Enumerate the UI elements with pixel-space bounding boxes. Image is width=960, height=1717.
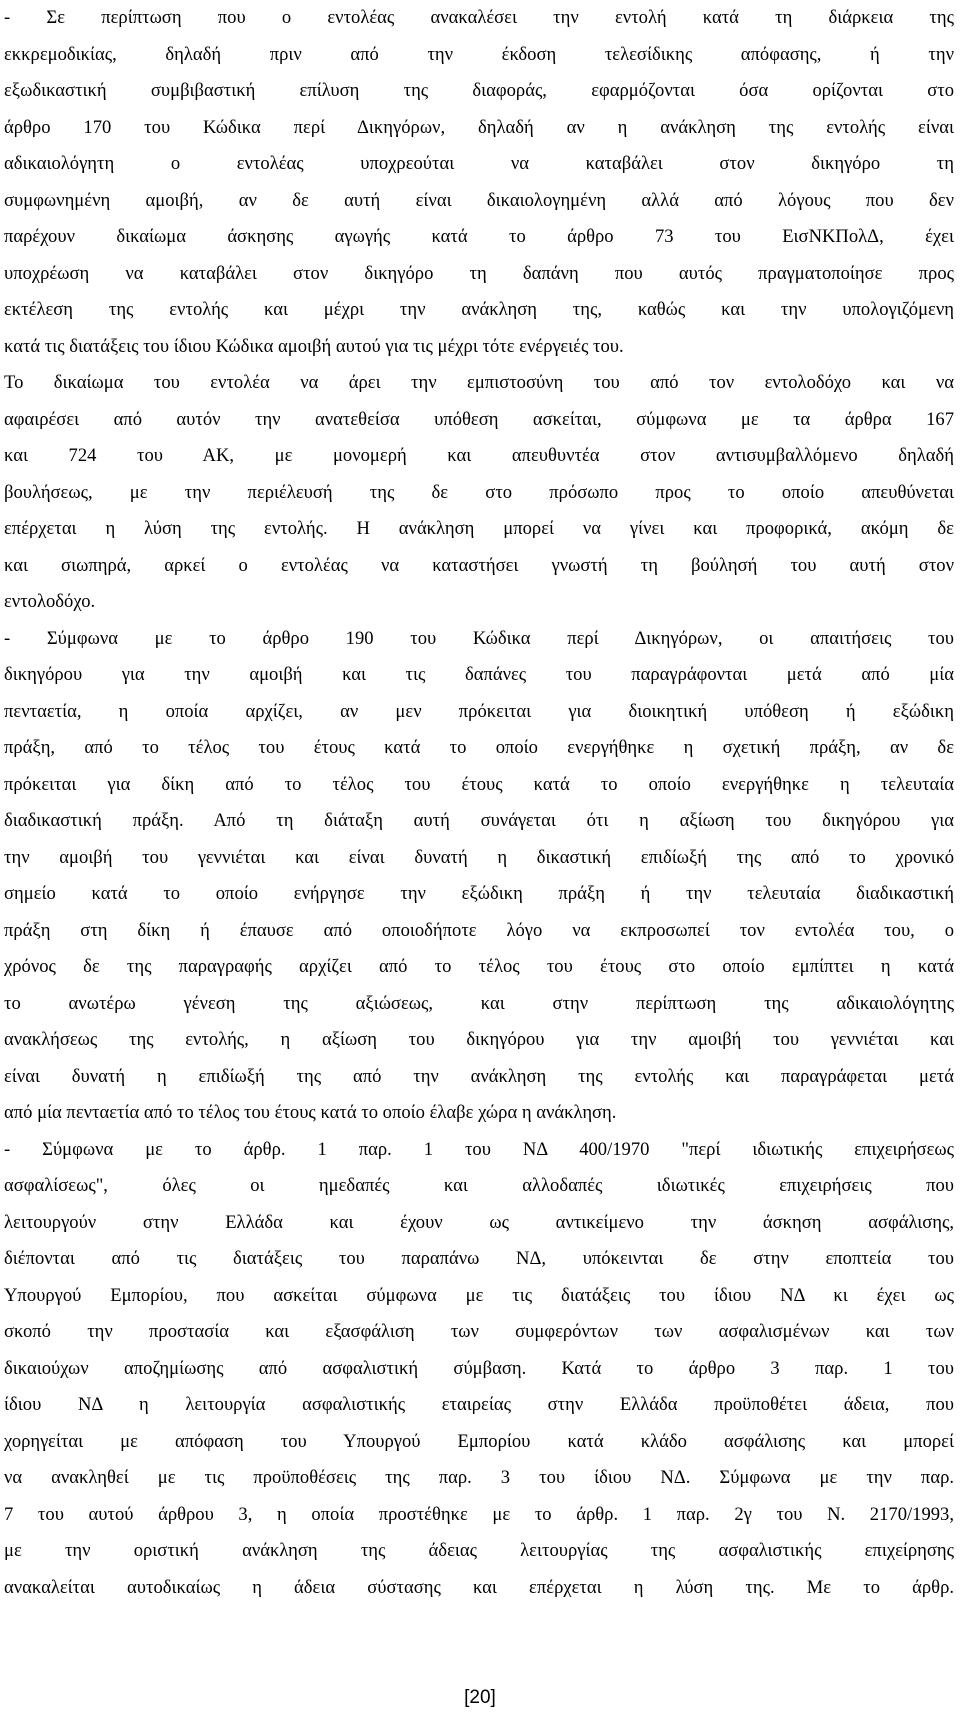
text-line: ασφαλίσεως", όλες οι ημεδαπές και αλλοδαπές ιδιωτικές επιχειρήσεις που <box>4 1175 954 1196</box>
text-line: ανακλήσεως της εντολής, η αξίωση του δικηγόρου για την αμοιβή του γεννιέται και <box>4 1029 954 1050</box>
text-line: ανακαλείται αυτοδικαίως η άδεια σύστασης και επέρχεται η λύση της. Με το άρθρ. <box>4 1576 954 1598</box>
text-line: από μία πενταετία από το τέλος του έτους κατά το οποίο έλαβε χώρα η ανάκληση. <box>4 1102 617 1123</box>
text-line: πρόκειται για δίκη από το τέλος του έτους κατά το οποίο ενεργήθηκε η τελευταία <box>4 773 954 795</box>
text-line: αφαιρέσει από αυτόν την ανατεθείσα υπόθεση ασκείται, σύμφωνα με τα άρθρα 167 <box>4 408 954 430</box>
text-line: την αμοιβή του γεννιέται και είναι δυνατή η δικαστική επιδίωξή της από το χρονικό <box>4 846 954 868</box>
text-line: συμφωνημένη αμοιβή, αν δε αυτή είναι δικαιολογημένη αλλά από λόγους που δεν <box>4 189 954 211</box>
text-line: Το δικαίωμα του εντολέα να άρει την εμπιστοσύνη του από τον εντολοδόχο και να <box>4 372 954 393</box>
text-line: επέρχεται η λύση της εντολής. Η ανάκληση μπορεί να γίνει και προφορικά, ακόμη δε <box>4 518 954 539</box>
text-line: σκοπό την προστασία και εξασφάλιση των συμφερόντων των ασφαλισμένων και των <box>4 1321 954 1342</box>
text-line: πράξη στη δίκη ή έπαυσε από οποιοδήποτε λόγο να εκπροσωπεί τον εντολέα του, ο <box>4 919 954 941</box>
text-line: Υπουργού Εμπορίου, που ασκείται σύμφωνα με τις διατάξεις του ίδιου ΝΔ κι έχει ως <box>4 1284 954 1306</box>
text-line: χρόνος δε της παραγραφής αρχίζει από το τέλος του έτους στο οποίο εμπίπτει η κατά <box>4 956 954 977</box>
text-line: - Σύμφωνα με το άρθρο 190 του Κώδικα περί Δικηγόρων, οι απαιτήσεις του <box>4 627 954 649</box>
text-line: εξωδικαστική συμβιβαστική επίλυση της διαφοράς, εφαρμόζονται όσα ορίζονται στο <box>4 80 954 101</box>
text-line: λειτουργούν στην Ελλάδα και έχουν ως αντικείμενο την άσκηση ασφάλισης, <box>4 1211 954 1233</box>
text-line: το ανωτέρω γένεση της αξιώσεως, και στην περίπτωση της αδικαιολόγητης <box>4 992 954 1014</box>
text-line: εντολοδόχο. <box>4 591 96 612</box>
text-line: σημείο κατά το οποίο ενήργησε την εξώδικη πράξη ή την τελευταία διαδικαστική <box>4 883 954 904</box>
text-line: δικηγόρου για την αμοιβή και τις δαπάνες του παραγράφονται μετά από μία <box>4 664 954 685</box>
text-line: ίδιου ΝΔ η λειτουργία ασφαλιστικής εταιρείας στην Ελλάδα προϋποθέτει άδεια, που <box>4 1394 954 1415</box>
text-line: και 724 του ΑΚ, με μονομερή και απευθυντέα στον αντισυμβαλλόμενο δηλαδή <box>4 445 954 466</box>
text-line: είναι δυνατή η επιδίωξή της από την ανάκληση της εντολής και παραγράφεται μετά <box>4 1065 954 1087</box>
text-line: διέπονται από τις διατάξεις του παραπάνω ΝΔ, υπόκεινται δε στην εποπτεία του <box>4 1248 954 1269</box>
text-line: διαδικαστική πράξη. Από τη διάταξη αυτή συνάγεται ότι η αξίωση του δικηγόρου για <box>4 810 954 831</box>
text-line: να ανακληθεί με τις προϋποθέσεις της παρ. 3 του ίδιου ΝΔ. Σύμφωνα με την παρ. <box>4 1467 954 1488</box>
text-line: άρθρο 170 του Κώδικα περί Δικηγόρων, δηλαδή αν η ανάκληση της εντολής είναι <box>4 116 954 138</box>
document-body <box>4 0 954 1606</box>
page-number: [20] <box>464 1687 496 1708</box>
text-line: δικαιούχων αποζημίωσης από ασφαλιστική σύμβαση. Κατά το άρθρο 3 παρ. 1 του <box>4 1357 954 1379</box>
text-line: εκκρεμοδικίας, δηλαδή πριν από την έκδοση τελεσίδικης απόφασης, ή την <box>4 43 954 65</box>
text-line: υποχρέωση να καταβάλει στον δικηγόρο τη δαπάνη που αυτός πραγματοποίησε προς <box>4 262 954 284</box>
text-line: και σιωπηρά, αρκεί ο εντολέας να καταστήσει γνωστή τη βούλησή του αυτή στον <box>4 554 954 576</box>
text-line: - Σύμφωνα με το άρθρ. 1 παρ. 1 του ΝΔ 400/1970 "περί ιδιωτικής επιχειρήσεως <box>4 1138 954 1160</box>
text-line: εκτέλεση της εντολής και μέχρι την ανάκληση της, καθώς και την υπολογιζόμενη <box>4 299 954 320</box>
text-line: πράξη, από το τέλος του έτους κατά το οποίο ενεργήθηκε η σχετική πράξη, αν δε <box>4 737 954 758</box>
text-line: 7 του αυτού άρθρου 3, η οποία προστέθηκε με το άρθρ. 1 παρ. 2γ του Ν. 2170/1993, <box>4 1503 954 1525</box>
text-line: αδικαιολόγητη ο εντολέας υποχρεούται να καταβάλει στον δικηγόρο τη <box>4 153 954 174</box>
text-line: πενταετία, η οποία αρχίζει, αν μεν πρόκειται για διοικητική υπόθεση ή εξώδικη <box>4 700 954 722</box>
text-line: παρέχουν δικαίωμα άσκησης αγωγής κατά το άρθρο 73 του ΕισΝΚΠολΔ, έχει <box>4 226 954 247</box>
text-line: κατά τις διατάξεις του ίδιου Κώδικα αμοιβή αυτού για τις μέχρι τότε ενέργειές του. <box>4 335 624 357</box>
text-line: με την οριστική ανάκληση της άδειας λειτουργίας της ασφαλιστικής επιχείρησης <box>4 1540 954 1561</box>
text-line: - Σε περίπτωση που ο εντολέας ανακαλέσει την εντολή κατά τη διάρκεια της <box>4 7 954 28</box>
text-line: βουλήσεως, με την περιέλευσή της δε στο πρόσωπο προς το οποίο απευθύνεται <box>4 481 954 503</box>
text-line: χορηγείται με απόφαση του Υπουργού Εμπορίου κατά κλάδο ασφάλισης και μπορεί <box>4 1430 954 1452</box>
